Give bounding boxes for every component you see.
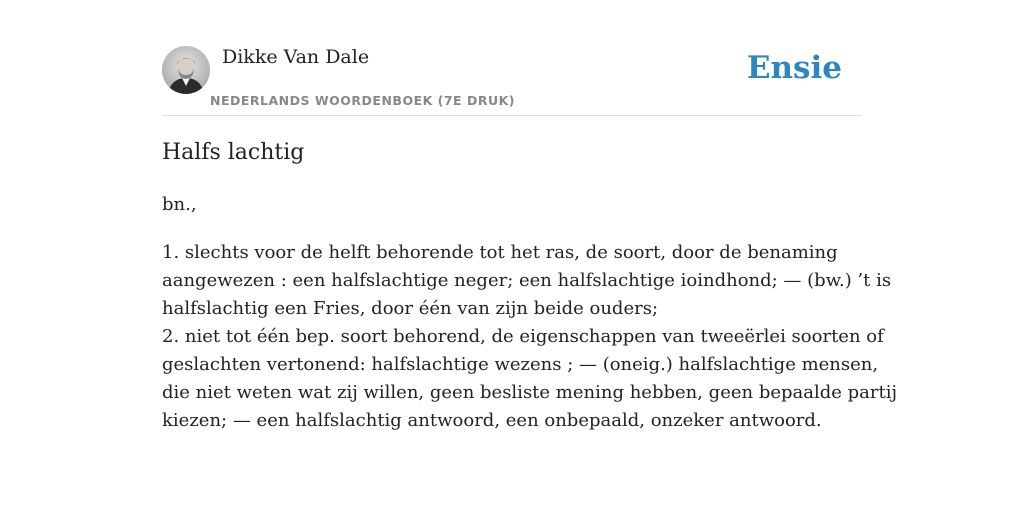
entry-title: Halfs lachtig [162,140,305,165]
definition-line: kiezen; — een halfslachtig antwoord, een onbepaald, onzeker antwoord. [162,410,822,431]
source-label[interactable]: NEDERLANDS WOORDENBOEK (7E DRUK) [210,93,515,108]
brand-logo[interactable]: Ensie [746,50,842,86]
definition-line: halfslachtig een Fries, door één van zijn beide ouders; [162,298,659,319]
definition-line: aangewezen : een halfslachtige neger; een halfslachtige ioindhond; — (bw.) ’t is [162,270,892,291]
definition-line: geslachten vertonend: halfslachtige wezens ; — (oneig.) halfslachtige mensen, [162,354,879,375]
definition-body [162,239,898,435]
definition-line: 1. slechts voor de helft behorende tot het ras, de soort, door de benaming [162,242,838,263]
page-header [162,40,862,116]
definition-line: die niet weten wat zij willen, geen besliste mening hebben, geen bepaalde partij [162,382,898,403]
author-avatar[interactable] [162,46,210,94]
part-of-speech: bn., [162,194,197,215]
portrait-icon [162,46,210,94]
author-name[interactable]: Dikke Van Dale [222,46,370,68]
definition-line: 2. niet tot één bep. soort behorend, de eigenschappen van tweeërlei soorten of [162,326,884,347]
